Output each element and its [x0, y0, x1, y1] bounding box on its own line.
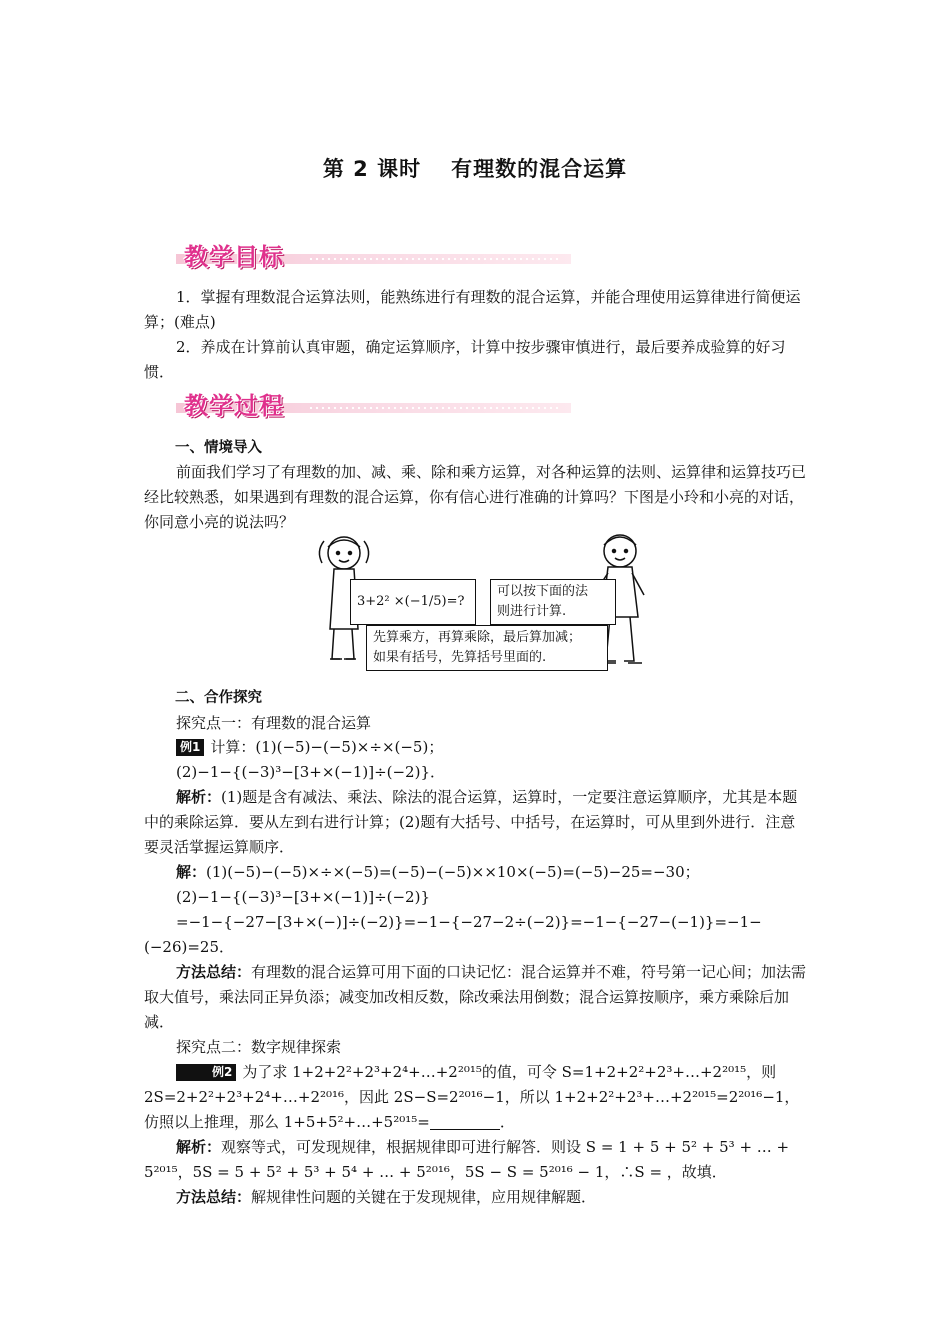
answer-blank	[430, 1115, 500, 1130]
lesson-topic: 有理数的混合运算	[451, 157, 628, 181]
analysis-2: 解析：观察等式，可发现规律，根据规律即可进行解答．则设 S = 1 + 5 + 5² + 5³ + … + 5²⁰¹⁵，5S = 5 + 5² + 5³ + 5⁴ + … + 5²⁰¹⁶，5S − S = 5²⁰¹⁶ − 1，∴S = ，故填．	[144, 1138, 790, 1181]
example-1-line1: 例1 计算：(1)(−5)−(−5)×÷×(−5)；	[176, 735, 816, 760]
example-2: 例2 为了求 1+2+2²+2³+2⁴+…+2²⁰¹⁵的值，可令 S=1+2+2²+2³+…+2²⁰¹⁵，则 2S=2+2²+2³+2⁴+…+2²⁰¹⁶，因此 2S−S=2²⁰¹⁶−1，所以 1+2+2²+2³+…+2²⁰¹⁵=2²⁰¹⁶−1，仿照以上推理，那么 1+5+5²+…+5²⁰¹⁵= ．	[144, 1063, 800, 1131]
solution-line-2: (2)−1−{(−3)³−[3+×(−1)]÷(−2)}	[176, 888, 430, 906]
girl-speech-box: 3+2² ×(−1/5)=?	[350, 579, 476, 625]
boy-speech-box: 可以按下面的法 则进行计算.	[490, 579, 616, 625]
solution-line-1: 解：(1)(−5)−(−5)×÷×(−5)=(−5)−(−5)××10×(−5)=(−5)−25=−30；	[176, 863, 700, 881]
example-1-line2: (2)−1−{(−3)³−[3+×(−1)]÷(−2)}．	[176, 763, 445, 781]
section2-heading: 二、合作探究	[175, 690, 262, 706]
page-title	[0, 153, 950, 183]
method-summary-2: 方法总结：解规律性问题的关键在于发现规律，应用规律解题．	[176, 1188, 597, 1206]
example-1-tag: 例1	[176, 739, 204, 756]
process-banner: 教学过程	[176, 386, 571, 426]
objectives-banner: 教学目标	[176, 237, 571, 277]
example-2-tag: 例2	[176, 1064, 236, 1081]
exploration-point-1: 探究点一：有理数的混合运算	[176, 714, 372, 732]
solution-line-3: =−1−{−27−[3+×(−)]÷(−2)}=−1−{−27−2÷(−2)}=−1−{−27−(−1)}=−1−(−26)=25．	[144, 913, 762, 956]
analysis-1: 解析：(1)题是含有减法、乘法、除法的混合运算，运算时，一定要注意运算顺序，尤其是本题中的乘除运算．要从左到右进行计算；(2)题有大括号、中括号，在运算时，可从里到外进行．注意要灵活掌握运算顺序．	[144, 788, 798, 856]
section1-heading: 一、情境导入	[175, 440, 262, 456]
rule-box: 先算乘方，再算乘除，最后算加减； 如果有括号，先算括号里面的.	[366, 625, 608, 671]
objective-1: 1．掌握有理数混合运算法则，能熟练进行有理数的混合运算，并能合理使用运算律进行简便运算；(难点)	[144, 288, 801, 331]
lesson-number: 第 2 课时	[322, 157, 422, 181]
objective-2: 2．养成在计算前认真审题，确定运算顺序，计算中按步骤审慎进行，最后要养成验算的好习惯．	[144, 338, 786, 381]
section1-text: 前面我们学习了有理数的加、减、乘、除和乘方运算，对各种运算的法则、运算律和运算技巧已经比较熟悉，如果遇到有理数的混合运算，你有信心进行准确的计算吗？下图是小玲和小亮的对话，你同意小亮的说法吗？	[144, 463, 807, 531]
dialogue-illustration	[310, 533, 656, 671]
exploration-point-2: 探究点二：数字规律探索	[176, 1038, 342, 1056]
method-summary-1: 方法总结：有理数的混合运算可用下面的口诀记忆：混合运算并不难，符号第一记心间；加法需取大值号，乘法同正异负添；减变加改相反数，除改乘法用倒数；混合运算按顺序，乘方乘除后加减．	[144, 963, 807, 1031]
